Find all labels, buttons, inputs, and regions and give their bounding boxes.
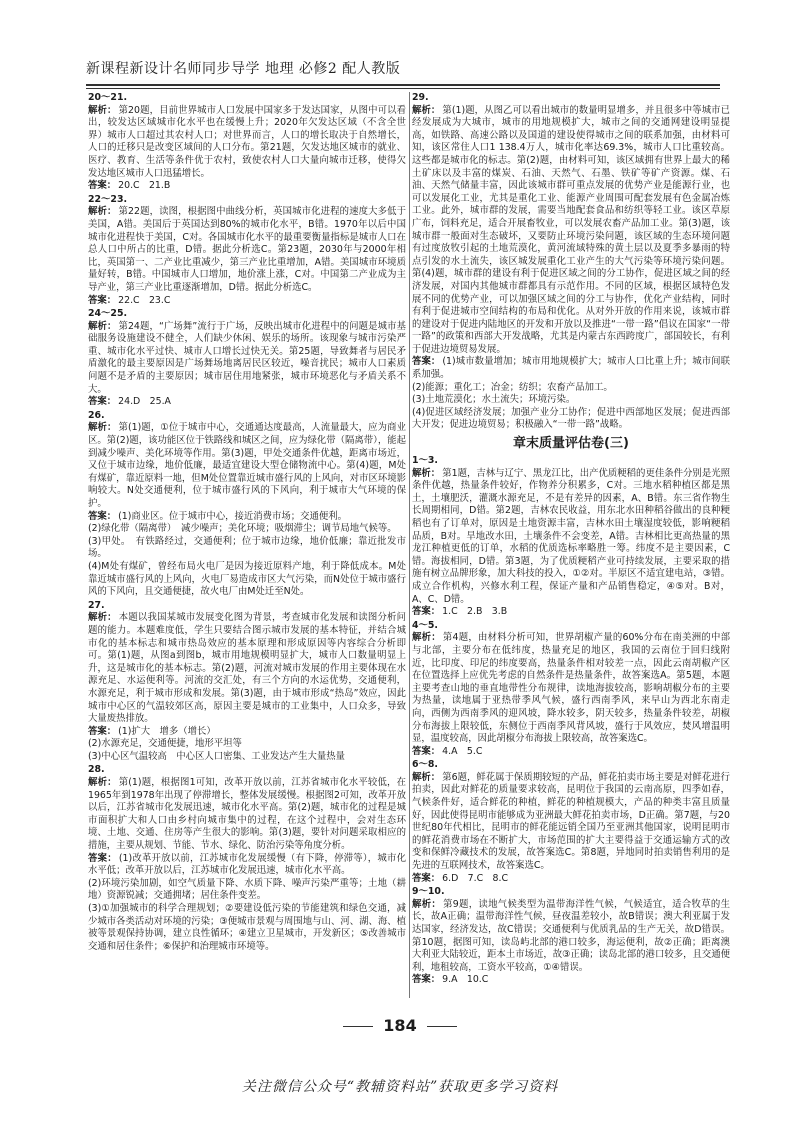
- answer-label: 解析：: [88, 422, 117, 434]
- question-number: 4～5.: [412, 619, 438, 631]
- answer-text: 本题以我国某城市发展变化图为背景，考查城市化发展和读图分析问题的能力。本题难度低，学生只要结合图示城市发展的基本特征，并结合城市化的基本标志和城市热岛效应的基本原理和形成原因等内容综合分析即可。第(1)题，从图a到图b，城市用地规模明显扩大，城市人口数量明显上升，这是城市化的基本标志。第(2)题，河流对城市发展的作用主要体现在水源充足、水运便利等。河流的交汇处，有三个方向的水运优势，交通便利，水源充足，利于城市形成和发展。第(3)题，由于城市形成“热岛”效应，因此城市中心区的气温较郊区高，原因主要是城市的工业集中，人口众多，导致大量废热排放。: [88, 612, 406, 725]
- answer-text: (3)①加强城市的科学合理规划；②要建设低污染的节能建筑和绿色交通，减少城市各类活动对环境的污染；③便城市景观与周围地与山、河、湖、海、植被等景观保持协调，建立良性循环；④建立卫星城市，开发新区；⑤改善城市交通和居住条件；⑥保护和治理城市环境等。: [88, 903, 406, 952]
- answer-line: [88, 180, 406, 193]
- answer-text: 第1题，吉林与辽宁、黑龙江比，出产优质粳稻的更佳条件分别是光照条件优越，热量条件较好，作物养分积累多，C对。三地水稻种植区都是黑土，土壤肥沃，灌溉水源充足，不是有差异的因素，A、B错。东三省作物生长周期相同，D错。第2题，吉林农民收益，用东北水田种稻谷做出的良种粳稻也有了订单对，原因是土地资源丰富，吉林水田土壤湿度较低，影响粳稻品质，B对。旱地改水田，土壤条件不会变差，A错。吉林相比更高热量的黑龙江种植更低的订单，水稻的优质选标率略胜一筹。纬度不是主要因素，C错。海拔相同，D错。第3题，为了优质粳稻产业可持续发展，主要采取的措施有树立品牌形象，加大科技的投入，①②对。半原区不适宜建电站，③错。成立合作机构，兴修水利工程，保证产量和产品销售稳定，④⑤对。B对，A、C、D错。: [412, 467, 730, 605]
- question-number: 6～8.: [412, 759, 438, 771]
- answer-text: 第6题，鲜花属于保质期较短的产品，鲜花拍卖市场主要是对鲜花进行拍卖，因此对鲜花的质量要求较高，昆明位于我国的云南高原，四季如春，气候条件好，适合鲜花的种植，鲜花的种植规模大，产品的种类丰富且质量好，因此使得昆明市能够成为亚洲最大鲜花拍卖市场，D正确。第7题，与20世纪80年代相比，昆明市的鲜花能远销全国乃至亚洲其他国家，说明昆明市的鲜花消费市场在不断扩大，市场范围的扩大主要得益于交通运输方式的改变和保鲜冷藏技术的发展，故答案选C。第8题，异地同时拍卖销售利用的是先进的互联网技术，故答案选C。: [412, 771, 730, 872]
- answer-block: [412, 455, 730, 619]
- question-number: 27.: [88, 599, 105, 611]
- answer-text: (3)中心区气温较高 中心区人口密集、工业发达产生大量热量: [88, 750, 346, 762]
- section-title: 章末质量评估卷(三): [513, 436, 629, 452]
- answer-text: 第(1)题，从图乙可以看出城市的数量明显增多，并且很多中等城市已经发展成为大城市，城市的用地规模扩大，城市之间的交通网建设明显提高，如铁路、高速公路以及国道的建设使得城市之间的联系加强，由材料可知，该区常住人口1 138.4万人，城市化率达69.3%，城市人口比重较高。这些都是城市化的标志。第(2)题，由材料可知，该区域拥有世界上最大的稀土矿床以及丰富的煤炭、石油、天然气、石墨、铁矿等矿产资源。煤、石油、天然气储量丰富，因此该城市群可重点发展的优势产业是能源行业，也可以发展化工业，尤其是重化工业、能源产业周围可配套发展有色金属冶炼工业。此外，城市群的发展，需要当地配套食品和纺织等轻工业。该区草原广布，饲料充足，适合开展畜牧业，可以发展农畜产品加工业。第(3)题，该城市群一般面对生态破坏，又要防止环境污染问题，该区域的生态环境问题有过度放牧引起的土地荒漠化，黄河流域特殊的黄土层以及夏季多暴雨的特点引发的水土流失，该区城发展重化工业产生的大气污染等环境污染问题。第(4)题，城市群的建设有利于促进区域之间的分工协作，促进区域之间的经济发展，对国内其他城市群都具有示范作用。不同的区域，根据区域特色发展不同的优势产业，可以加强区域之间的分工与协作，优化产业结构，同时有利于促进城市空间结构的布局和优化。从对外开放的作用来说，该城市群的建设对于促进内陆地区的开发和开放以及推进“一带一路”倡议在国家“一带一路”的政策和西部大开发战略，尤其是内蒙古东西跨度广，部国较长，有利于促进边境贸易发展。: [412, 104, 730, 355]
- answer-text: 第9题，读地气候类型为温带海洋性气候，气候适宜，适合牧草的生长，故A正确；温带海洋性气候，昼夜温差较小，故B错误；澳大利亚属于发达国家，经济发达，故C错误；交通便利与优质乳品的生产无关，故D错误。第10题，据图可知，读岛屿北部的港口较多，海运便利，故②正确；距离澳大利亚大陆较近，距本土市场近，故③正确；读岛北部的港口较多，且交通便利，地租较高，工资水平较高，①④错误。: [412, 898, 730, 973]
- answer-label: 解析：: [412, 104, 441, 116]
- answer-line: [412, 105, 730, 357]
- answer-block: [88, 308, 406, 409]
- answer-label: 解析：: [88, 320, 117, 332]
- answer-label: 答案：: [412, 356, 441, 368]
- answer-line: [88, 738, 406, 751]
- answer-label: 解析：: [88, 104, 117, 116]
- answer-block: [88, 194, 406, 307]
- answer-label: 解析：: [88, 206, 117, 218]
- answer-label: 解析：: [412, 632, 441, 644]
- answer-label: 解析：: [412, 898, 442, 910]
- answer-line: [412, 468, 730, 607]
- answer-text: (1)商业区。位于城市中心，接近消费市场；交通便利。: [118, 510, 348, 522]
- answer-text: 第(1)题，根据图1可知，改革开放以前，江苏省城市化水平较低，在1965年到1978年出现了停滞增长，整体发展缓慢。根据图2可知，改革开放以后，江苏省城市化发展迅速，城市化水平高。第(2)题，城市化的过程是城市面积扩大和人口由乡村向城市集中的过程，在这个过程中，会对生态环境、土地、交通、住房等产生很大的影响。第(3)题，要针对问题采取相应的措施，主要从规划、节能、节水、绿化、防治污染等角度分析。: [88, 777, 406, 852]
- question-number: 1～3.: [412, 455, 438, 467]
- answer-label: 答案：: [88, 294, 117, 306]
- answer-line: [412, 746, 730, 759]
- answer-line: [412, 356, 730, 381]
- question-number: 9～10.: [412, 886, 445, 898]
- answer-text: 24.D 25.A: [118, 396, 171, 408]
- answer-line: [88, 523, 406, 536]
- right-column: [412, 92, 730, 998]
- answer-line: [88, 511, 406, 524]
- answer-line: [412, 382, 730, 395]
- question-number: 29.: [412, 92, 429, 103]
- answer-block: [412, 886, 730, 987]
- left-column: [88, 92, 406, 998]
- answer-label: 答案：: [88, 396, 117, 408]
- answer-block: [88, 92, 406, 193]
- answer-line: [412, 873, 730, 886]
- answer-block: [88, 764, 406, 953]
- answer-line: [88, 726, 406, 739]
- answer-line: [88, 777, 406, 853]
- page-number-text: 184: [383, 1016, 417, 1035]
- answer-line: [88, 561, 406, 599]
- answer-line: [88, 422, 406, 510]
- answer-label: 答案：: [88, 180, 117, 192]
- answer-line: [88, 903, 406, 953]
- answer-text: 6.D 7.C 8.C: [442, 872, 509, 884]
- question-number: 24～25.: [88, 308, 128, 320]
- answer-line: [412, 974, 730, 987]
- running-header: 新课程新设计名师同步导学 地理 必修2 配人教版: [86, 61, 401, 77]
- answer-label: 答案：: [412, 974, 441, 986]
- answer-text: 22.C 23.C: [118, 294, 171, 306]
- answer-label: 答案：: [412, 606, 441, 618]
- answer-block: [412, 92, 730, 432]
- answer-text: (3)甲处。 有铁路经过，交通便利；位于城市边缘，地价低廉；靠近批发市场。: [88, 535, 406, 560]
- answer-text: 第24题，“广场舞”流行于广场，反映出城市化进程中的问题是城市基础服务设施建设不健全，人们缺少休闲、娱乐的场所。该现象与城市污染严重、城市化水平过快、城市人口增长过快无关。第25题，导致舞者与居民矛盾激化的最主要原因是广场舞场地离居民区较近，噪音扰民；城市人口素质问题不是矛盾的主要原因；城市居住用地紧张，城市环境恶化与矛盾关系不大。: [88, 320, 406, 395]
- answer-label: 解析：: [412, 771, 441, 783]
- answer-label: 答案：: [88, 510, 117, 522]
- answer-block: [88, 410, 406, 599]
- answer-line: [412, 772, 730, 873]
- answer-line: [412, 394, 730, 407]
- answer-text: 第22题，读图，根据图中曲线分析，英国城市化进程的速度大多低于美国，A错。美国后于英国达到80%的城市化水平，B错。1970年以后中国城市化进程快于美国，C对。各国城市化水平的最重要衡量指标是城市人口在总人口中所占的比重，D错。据此分析选C。第23题，2030年与2000年相比，英国第一、二产业比重减少，第三产业比重增加，A错。美国城市环境质量好转，B错。中国城市人口增加，地价涨上涨，C对。中国第二产业成为主导产业，第三产业比重逐渐增加，D错。据此分析选C。: [88, 206, 406, 293]
- answer-line: [88, 878, 406, 903]
- question-number: 22～23.: [88, 193, 128, 205]
- answer-label: 答案：: [88, 725, 117, 737]
- answer-text: (2)绿化带（隔离带） 减少噪声；美化环境；吸烟滞尘；调节局地气候等。: [88, 523, 397, 535]
- answer-text: 1.C 2.B 3.B: [442, 606, 508, 618]
- answer-text: 20.C 21.B: [118, 180, 171, 192]
- answer-text: (2)能源；重化工；冶金；纺织；农畜产品加工。: [412, 381, 613, 393]
- column-divider: [409, 92, 410, 998]
- answer-text: 第20题，目前世界城市人口发展中国家多于发达国家，从图中可以看出，较发达区域城市化水平也在缓慢上升；2020年欠发达区域（不含全世界）城市人口超过其农村人口；对世界而言，人口的增长取决于自然增长，人口的迁移只是改变区域间的人口分布。第21题，欠发达地区城市的就业、医疗、教育、生活等条件优于农村，致使农村人口大量向城市迁移，使得欠发达地区城市人口迅猛增长。: [88, 104, 406, 179]
- answer-text: 4.A 5.C: [442, 745, 483, 757]
- answer-line: [412, 407, 730, 432]
- answer-label: 答案：: [412, 872, 441, 884]
- footer-note: 关注微信公众号“教辅资料站”获取更多学习资料: [241, 1079, 559, 1095]
- answer-text: (1)城市数量增加；城市用地规模扩大；城市人口比重上升；城市间联系加强。: [412, 356, 730, 381]
- answer-line: [88, 295, 406, 308]
- answer-text: 9.A 10.C: [442, 974, 489, 986]
- answer-line: [412, 632, 730, 745]
- answer-line: [412, 606, 730, 619]
- page-number-dash: [427, 1026, 457, 1027]
- answer-label: 解析：: [412, 467, 441, 479]
- answer-line: [88, 105, 406, 181]
- answer-label: 答案：: [412, 745, 441, 757]
- answer-line: [412, 899, 730, 975]
- question-number: 28.: [88, 764, 105, 776]
- answer-block: [88, 600, 406, 764]
- answer-label: 解析：: [88, 777, 117, 789]
- answer-text: 第(1)题，①位于城市中心，交通通达度最高，人流量最大，应为商业区。第(2)题，该功能区位于铁路线和城区之间，应为绿化带（隔离带），能起到减少噪声、美化环境等作用。第(3)题，甲处交通条件优越，距离市场近，又位于城市边缘，地价低廉，最适宜建设大型仓储物流中心。第(4)题，M处有煤矿，靠近原料一地，但M处位置靠近城市盛行风的上风向，对市区环境影响较大。N处交通便利，位于城市盛行风的下风向，利于城市大气环境的保护。: [88, 422, 406, 509]
- answer-text: (4)M处有煤矿，曾经布局火电厂是因为接近原料产地，利于降低成本。M处靠近城市盛行风的上风向，火电厂易造成市区大气污染，而N处位于城市盛行风的下风向，且交通便捷，故火电厂由M处迁至N处。: [88, 560, 406, 598]
- answer-text: (4)促进区域经济发展；加强产业分工协作；促进中西部地区发展；促进西部大开发；促进边境贸易；积极融入“一带一路”战略。: [412, 406, 730, 431]
- answer-line: [88, 751, 406, 764]
- header-rule: [86, 84, 720, 89]
- answer-text: (2)环境污染加剧，如空气质量下降、水质下降、噪声污染严重等；土地（耕地）资源锐减；交通拥堵；居住条件变差。: [88, 877, 406, 902]
- answer-text: (2)水源充足，交通便捷，地形平坦等: [88, 738, 242, 750]
- answer-block: [412, 620, 730, 759]
- answer-block: [412, 759, 730, 885]
- answer-line: [88, 321, 406, 397]
- answer-text: (3)土地荒漠化；水土流失；环境污染。: [412, 394, 576, 406]
- answer-text: 第4题，由材料分析可知，世界胡椒产量的60%分布在南美洲的中部与北部，主要分布在低纬度，热量充足的地区，我国的云南位于回归线附近，比印度、印尼的纬度要高，热量条件相对较差一点，因此云南胡椒产区在位置选择上应优先考虑的自然条件是热量条件，故答案选A。第5题，本题主要考查山地的垂直地带性分布规律，读地海拔较高，影响胡椒分布的主要为热量，读地属于亚热带季风气候，盛行西南季风，来早山为西北东南走向，西侧为西南季风的迎风坡，降水较多，阴天较多，热量条件较差，胡椒分布海拔上限较低，东侧位于西南季风背风坡，盛行于风效应，焚风增温明显，温度较高，因此胡椒分布海拔上限较高，故答案选C。: [412, 632, 730, 745]
- answer-line: [88, 612, 406, 725]
- answer-label: 解析：: [88, 612, 117, 624]
- answer-line: [88, 206, 406, 294]
- answer-line: [88, 396, 406, 409]
- question-number: 20～21.: [88, 92, 128, 103]
- answer-line: [88, 536, 406, 561]
- answer-line: [88, 853, 406, 878]
- answer-label: 答案：: [88, 852, 117, 864]
- answer-text: (1)扩大 增多（增长）: [118, 725, 216, 737]
- page-number-dash: [343, 1026, 373, 1027]
- question-number: 26.: [88, 409, 105, 421]
- page-number: [0, 1016, 800, 1035]
- answer-text: (1)改革开放以前，江苏城市化发展缓慢（有下降，停滞等），城市化水平低；改革开放以后，江苏城市化发展迅速，城市化水平高。: [88, 852, 406, 877]
